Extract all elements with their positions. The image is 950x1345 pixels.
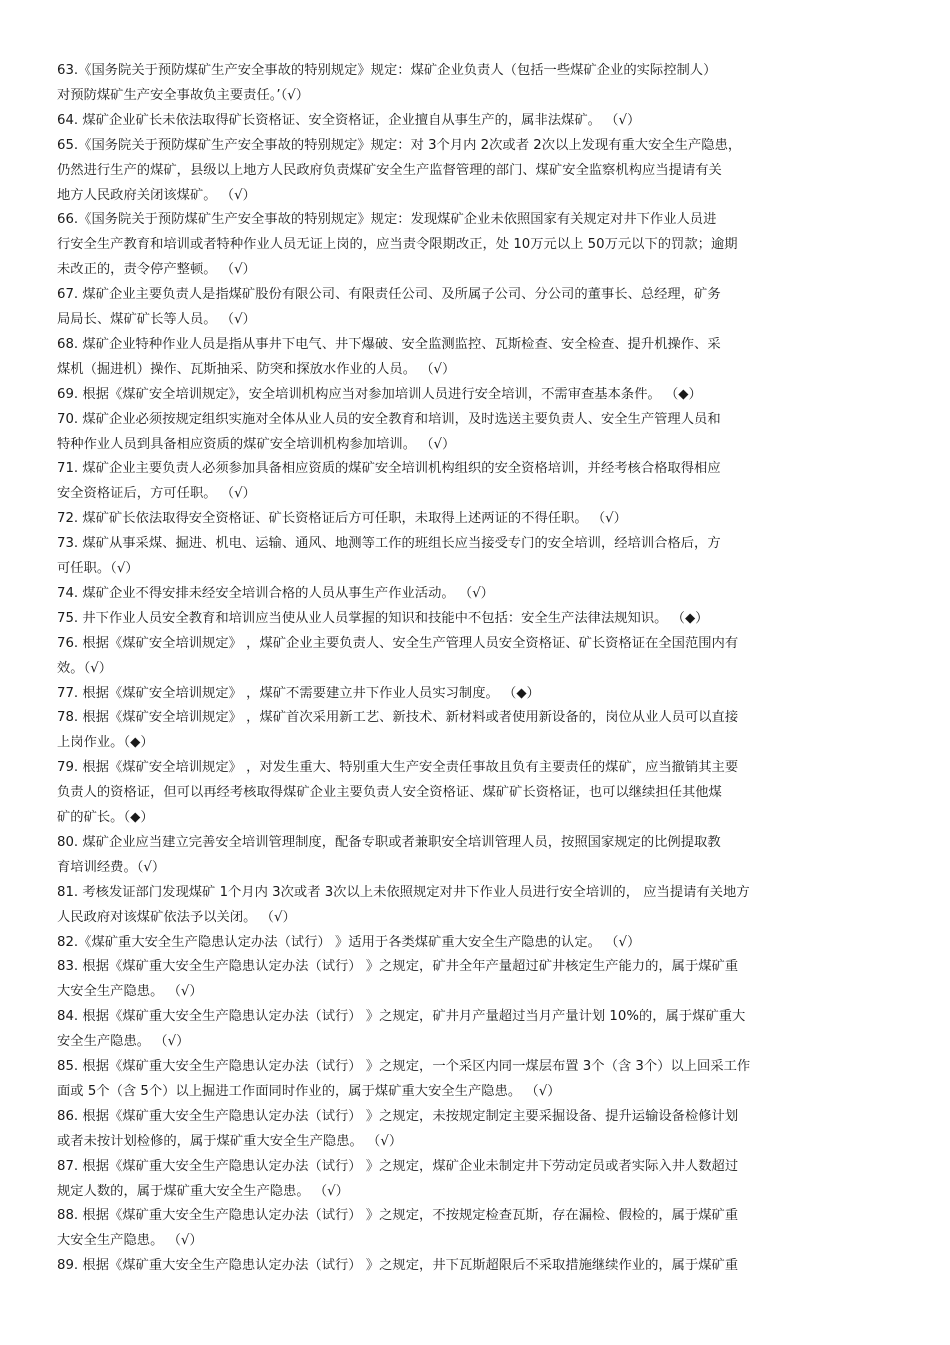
text-line: 效。（√） — [57, 660, 113, 676]
text-line: 77. 根据《煤矿安全培训规定》 ，煤矿不需要建立井下作业人员实习制度。 （◆） — [57, 685, 540, 701]
text-line: 80. 煤矿企业应当建立完善安全培训管理制度，配备专职或者兼职安全培训管理人员，按照国家规定的比例提取教 — [57, 834, 721, 850]
text-line: 仍然进行生产的煤矿，县级以上地方人民政府负责煤矿安全生产监督管理的部门、煤矿安全监察机构应当提请有关 — [57, 162, 722, 178]
text-line: 可任职。（√） — [57, 561, 139, 576]
text-line: 83. 根据《煤矿重大安全生产隐患认定办法（试行） 》之规定，矿井全年产量超过矿井核定生产能力的，属于煤矿重 — [57, 959, 739, 975]
text-line: 大安全生产隐患。 （√） — [57, 984, 203, 1000]
text-line: 67. 煤矿企业主要负责人是指煤矿股份有限公司、有限责任公司、及所属子公司、分公司的董事长、总经理，矿务 — [57, 287, 721, 303]
text-line: 88. 根据《煤矿重大安全生产隐患认定办法（试行） 》之规定，不按规定检查瓦斯，存在漏检、假检的，属于煤矿重 — [57, 1208, 739, 1224]
text-line: 64. 煤矿企业矿长未依法取得矿长资格证、安全资格证，企业擅自从事生产的，属非法煤矿。 （√） — [57, 112, 641, 128]
text-line: 87. 根据《煤矿重大安全生产隐患认定办法（试行） 》之规定，煤矿企业未制定井下劳动定员或者实际入井人数超过 — [57, 1158, 739, 1174]
text-line: 74. 煤矿企业不得安排未经安全培训合格的人员从事生产作业活动。 （√） — [57, 585, 494, 601]
text-line: 局局长、煤矿矿长等人员。 （√） — [57, 312, 256, 327]
text-line: 63.《国务院关于预防煤矿生产安全事故的特别规定》规定：煤矿企业负责人（包括一些煤矿企业的实际控制人） — [57, 63, 717, 78]
text-line: 煤机（掘进机）操作、瓦斯抽采、防突和探放水作业的人员。 （√） — [57, 361, 456, 377]
text-line: 或者未按计划检修的，属于煤矿重大安全生产隐患。 （√） — [57, 1133, 403, 1149]
text-line: 行安全生产教育和培训或者特种作业人员无证上岗的，应当责令限期改正，处 10万元以上 50万元以下的罚款；逾期 — [57, 237, 738, 253]
text-line: 85. 根据《煤矿重大安全生产隐患认定办法（试行） 》之规定，一个采区内同一煤层布置 3个（含 3个）以上回采工作 — [57, 1059, 751, 1074]
text-line: 81. 考核发证部门发现煤矿 1个月内 3次或者 3次以上未依照规定对井下作业人员进行安全培训的， 应当提请有关地方 — [57, 884, 750, 900]
text-line: 75. 井下作业人员安全教育和培训应当使从业人员掌握的知识和技能中不包括：安全生产法律法规知识。 （◆） — [57, 610, 709, 626]
text-line: 安全资格证后，方可任职。 （√） — [57, 486, 256, 502]
text-line: 负责人的资格证，但可以再经考核取得煤矿企业主要负责人安全资格证、煤矿矿长资格证，也可以继续担任其他煤 — [57, 785, 722, 801]
text-line: 人民政府对该煤矿依法予以关闭。 （√） — [57, 909, 296, 925]
text-line: 72. 煤矿矿长依法取得安全资格证、矿长资格证后方可任职，未取得上述两证的不得任职。 （√） — [57, 511, 627, 527]
text-line: 安全生产隐患。 （√） — [57, 1034, 190, 1050]
text-line: 66.《国务院关于预防煤矿生产安全事故的特别规定》规定：发现煤矿企业未依照国家有关规定对井下作业人员进 — [57, 212, 717, 228]
text-line: 矿的矿长。（◆） — [57, 810, 154, 825]
text-line: 特种作业人员到具备相应资质的煤矿安全培训机构参加培训。 （√） — [57, 436, 456, 452]
text-line: 89. 根据《煤矿重大安全生产隐患认定办法（试行） 》之规定，井下瓦斯超限后不采取措施继续作业的，属于煤矿重 — [57, 1258, 739, 1274]
text-line: 70. 煤矿企业必须按规定组织实施对全体从业人员的安全教育和培训，及时选送主要负责人、安全生产管理人员和 — [57, 411, 721, 427]
text-line: 82.《煤矿重大安全生产隐患认定办法（试行） 》适用于各类煤矿重大安全生产隐患的认定。 （√） — [57, 934, 641, 950]
text-line: 79. 根据《煤矿安全培训规定》 ，对发生重大、特别重大生产安全责任事故且负有主要责任的煤矿，应当撤销其主要 — [57, 760, 739, 776]
text-line: 71. 煤矿企业主要负责人必须参加具备相应资质的煤矿安全培训机构组织的安全资格培训，并经考核合格取得相应 — [57, 461, 721, 477]
text-line: 对预防煤矿生产安全事故负主要责任。’（√） — [57, 87, 310, 103]
text-line: 69. 根据《煤矿安全培训规定》，安全培训机构应当对参加培训人员进行安全培训，不需审查基本条件。 （◆） — [57, 386, 702, 402]
text-line: 规定人数的，属于煤矿重大安全生产隐患。 （√） — [57, 1183, 349, 1199]
text-line: 76. 根据《煤矿安全培训规定》 ，煤矿企业主要负责人、安全生产管理人员安全资格证、矿长资格证在全国范围内有 — [57, 635, 739, 651]
text-line: 68. 煤矿企业特种作业人员是指从事井下电气、井下爆破、安全监测监控、瓦斯检查、安全检查、提升机操作、采 — [57, 336, 721, 352]
text-line: 86. 根据《煤矿重大安全生产隐患认定办法（试行） 》之规定，未按规定制定主要采掘设备、提升运输设备检修计划 — [57, 1108, 739, 1124]
text-line: 78. 根据《煤矿安全培训规定》 ，煤矿首次采用新工艺、新技术、新材料或者使用新设备的，岗位从业人员可以直接 — [57, 710, 739, 726]
text-line: 大安全生产隐患。 （√） — [57, 1233, 203, 1249]
text-line: 面或 5个（含 5个）以上掘进工作面同时作业的，属于煤矿重大安全生产隐患。 （√） — [57, 1083, 561, 1099]
text-line: 73. 煤矿从事采煤、掘进、机电、运输、通风、地测等工作的班组长应当接受专门的安全培训，经培训合格后，方 — [57, 536, 721, 552]
text-line: 地方人民政府关闭该煤矿。 （√） — [57, 187, 256, 203]
text-line: 84. 根据《煤矿重大安全生产隐患认定办法（试行） 》之规定，矿井月产量超过当月产量计划 10%的，属于煤矿重大 — [57, 1009, 746, 1025]
text-line: 上岗作业。（◆） — [57, 735, 154, 751]
text-line: 育培训经费。（√） — [57, 859, 166, 875]
text-line: 未改正的，责令停产整顿。 （√） — [57, 262, 256, 278]
text-line: 65.《国务院关于预防煤矿生产安全事故的特别规定》规定：对 3个月内 2次或者 2次以上发现有重大安全生产隐患， — [57, 137, 742, 153]
